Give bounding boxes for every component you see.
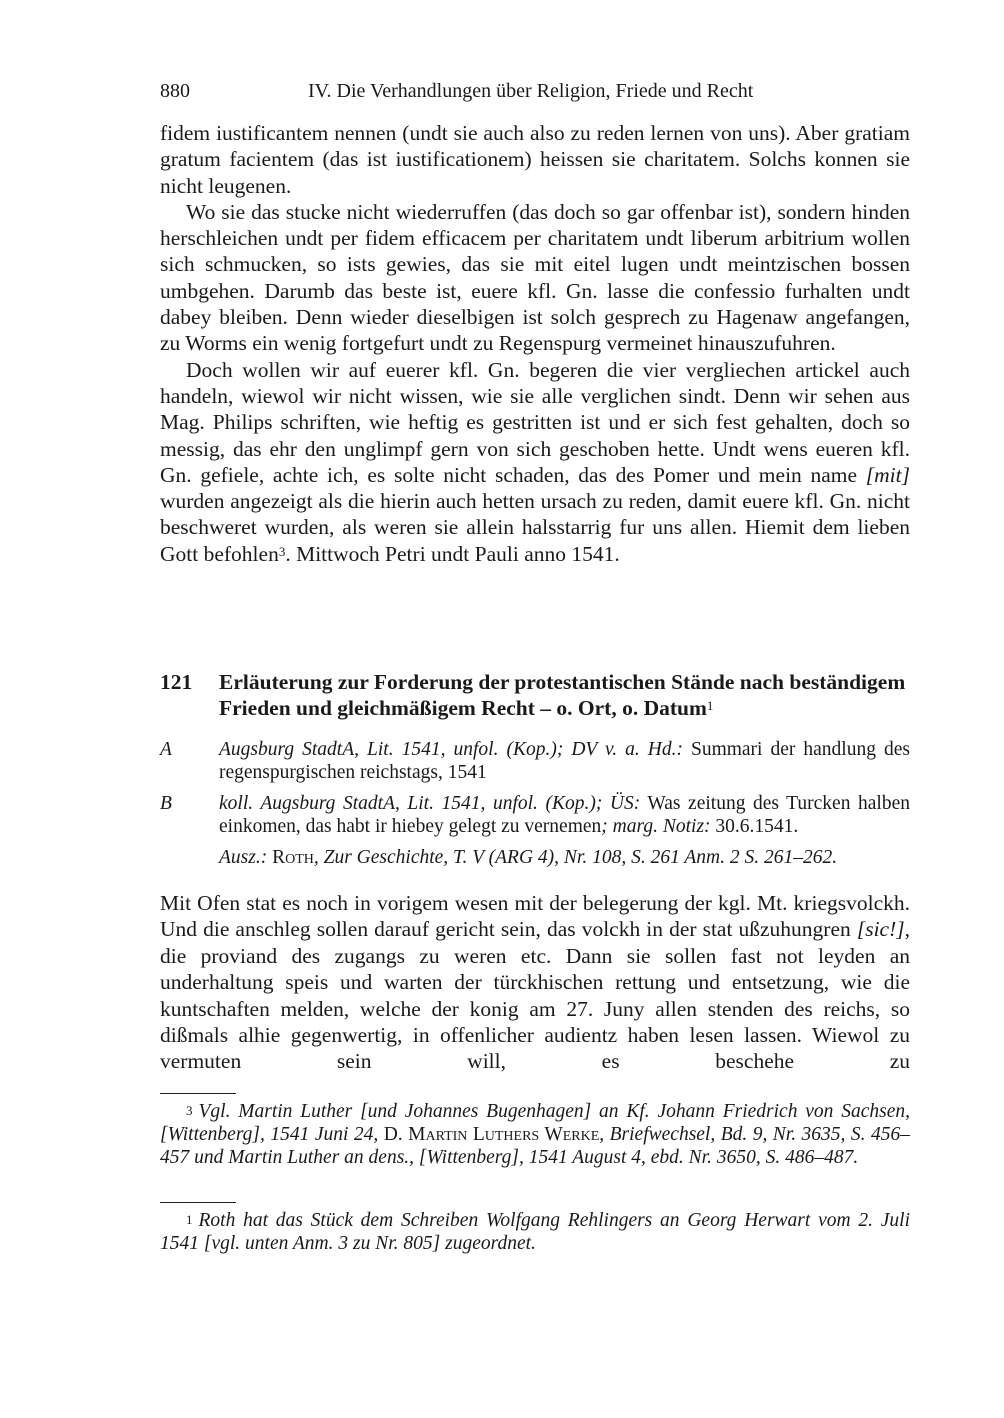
source-note: Summari der handlung des regenspurgischen reichstags, 1541 xyxy=(219,739,910,783)
footnote-ref-3[interactable]: 3 xyxy=(278,543,286,559)
source-siglum: A xyxy=(160,739,172,760)
document-number: 121 xyxy=(160,670,193,694)
source-marg-date: 30.6.1541. xyxy=(710,816,799,837)
paragraph-2: Wo sie das stucke nicht wiederruffen (das doch so gar offenbar ist), sondern hinden herschleichen undt per fidem efficacem per charitatem undt liberum arbitrium wollen sich schmucken, so ists gewies, das sie mit eitel lugen undt meintzischen bossen umbgehen. Darumb das beste ist, euere kfl. Gn. lasse die confessio furhalten undt dabey bleiben. Denn wieder dieselbigen ist solch gesprech zu Hagenaw angefangen, zu Worms ein wenig fortgefurt undt zu Regenspurg vermeinet hinauszufuhren. xyxy=(160,199,910,356)
page-number: 880 xyxy=(160,80,190,102)
excerpt-citation xyxy=(219,846,910,869)
footnote-ref-1[interactable]: 1 xyxy=(706,698,714,713)
source-a xyxy=(160,738,910,784)
source-siglum: B xyxy=(160,793,172,814)
source-b xyxy=(160,792,910,838)
source-archive: Augsburg StadtA, Lit. 1541, unfol. (Kop.); DV v. a. Hd.: xyxy=(219,739,683,760)
editorial-insertion: [mit] xyxy=(865,462,910,487)
excerpt-reference: , Zur Geschichte, T. V (ARG 4), Nr. 108, S. 261 Anm. 2 S. 261–262. xyxy=(313,847,838,868)
source-description xyxy=(219,738,910,784)
paragraph-3-text-b: wurden angezeigt als die hierin auch hetten ursach zu reden, damit euere kfl. Gn. nicht beschweret wurden, als weren sie allein halsstarrig fur uns allen. Hiemit dem lieben Gott befohlen xyxy=(160,489,910,566)
footnote-rule xyxy=(160,1093,236,1094)
letter-continuation xyxy=(160,120,910,567)
footnote-mark: 3 xyxy=(186,1103,193,1118)
running-header xyxy=(160,80,910,106)
document-heading xyxy=(160,669,910,721)
footnote-text: Roth hat das Stück dem Schreiben Wolfgang Rehlingers an Georg Herwart vom 2. Juli 1541 [vgl. unten Anm. 3 zu Nr. 805] zugeordnet. xyxy=(160,1210,910,1254)
footnote-text-a: Vgl. Martin Luther [und Johannes Bugenhagen] an Kf. Johann Friedrich von Sachsen, [Wittenberg], 1541 Juni 24, xyxy=(160,1101,910,1145)
source-excerpt xyxy=(160,846,910,869)
footnote-text-b: , Briefwechsel, Bd. 9, Nr. 3635, S. 456–457 und Martin Luther an dens., [Wittenberg], 1541 August 4, ebd. Nr. 3650, S. 486–487. xyxy=(160,1124,910,1168)
footnote-work-title: D. Martin Luthers Werke xyxy=(383,1124,600,1145)
footnote-mark: 1 xyxy=(186,1212,193,1227)
excerpt-author: Roth xyxy=(272,847,314,868)
footnote-3 xyxy=(160,1100,910,1169)
paragraph-1: fidem iustificantem nennen (undt sie auch also zu reden lernen von uns). Aber gratiam gratum facientem (das ist iustificationem) heissen sie charitatem. Solchs konnen sie nicht leugenen. xyxy=(160,121,910,198)
footnote-1 xyxy=(160,1209,910,1255)
footnote-rule xyxy=(160,1202,236,1203)
editorial-sic: [sic!] xyxy=(856,917,905,942)
document-text-a: Mit Ofen stat es noch in vorigem wesen mit der belegerung der kgl. Mt. kriegsvolckh. Und die anschleg sollen darauf gericht sein, das volckh in der stat ußzuhungren xyxy=(160,891,910,942)
source-description xyxy=(219,792,910,838)
paragraph-3-text-c: . Mittwoch Petri undt Pauli anno 1541. xyxy=(285,541,620,566)
document-title xyxy=(219,669,910,721)
source-archive: koll. Augsburg StadtA, Lit. 1541, unfol. (Kop.); ÜS: xyxy=(219,793,641,814)
paragraph-3-text-a: Doch wollen wir auf euerer kfl. Gn. begeren die vier vergliechen artickel auch handeln, wiewol wir nicht wissen, wie sie alle verglichen sindt. Denn wir sehen aus Mag. Philips schriften, wie heftig es gestritten ist und er sich fest gehalten, doch so messig, das ehr den unglimpf gern von sich geschoben hette. Undt wens eueren kfl. Gn. gefiele, achte ich, es solte nicht schaden, das des Pomer und mein name xyxy=(160,357,910,487)
source-apparatus xyxy=(160,738,910,877)
document-text-b: , die proviand des zugangs zu weren etc. Dann sie sollen fast not leyden an underhaltung speis und warten der türckhischen rettung und entsetzung, wie die kuntschaften melden, welche der konig am 27. Juny allen stenden des reichs, so dißmals alhie gegenwertig, in offenlicher audientz haben lesen lassen. Wiewol zu vermuten sein will, es beschehe zu xyxy=(160,917,910,1074)
document-text xyxy=(160,890,910,1075)
document-title-text: Erläuterung zur Forderung der protestantischen Stände nach beständigem Frieden und gleichmäßigem Recht – o. Ort, o. Datum xyxy=(219,670,906,720)
running-title: IV. Die Verhandlungen über Religion, Friede und Recht xyxy=(308,80,754,102)
paragraph-3 xyxy=(160,357,910,567)
source-marg-label: ; marg. Notiz: xyxy=(601,816,711,837)
excerpt-label: Ausz.: xyxy=(219,847,268,868)
source-note: Was zeitung des Turcken halben einkomen, das habt ir hiebey gelegt zu vernemen xyxy=(219,793,910,837)
